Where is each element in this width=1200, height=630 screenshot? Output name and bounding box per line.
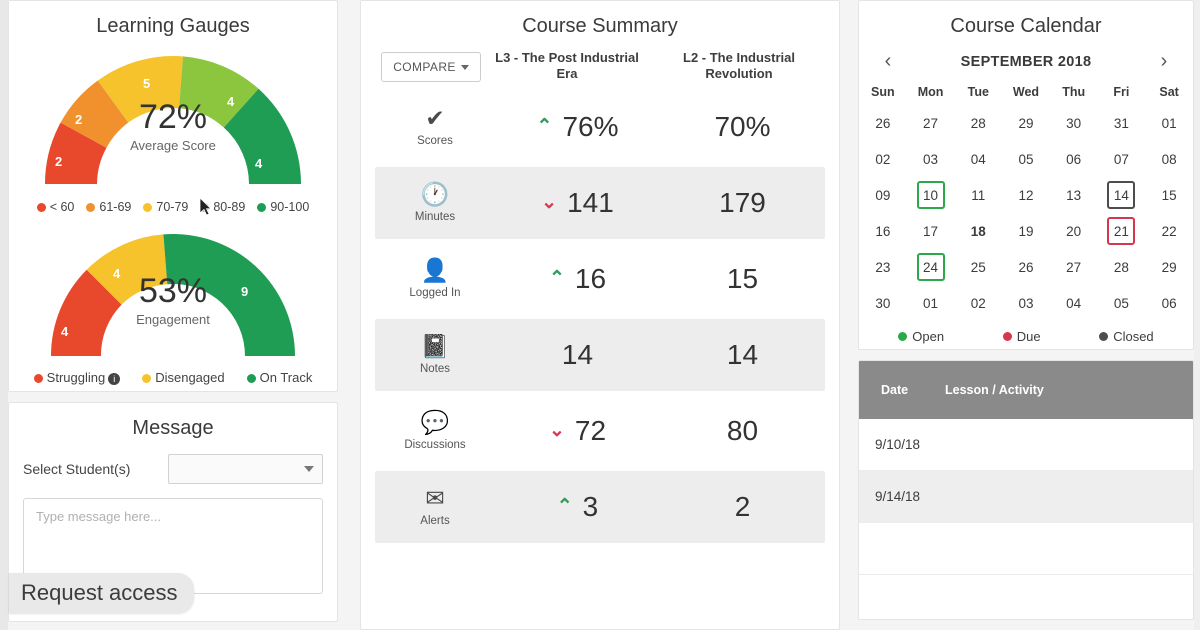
score-legend-item-0 bbox=[37, 200, 75, 214]
calendar-day[interactable] bbox=[954, 249, 1002, 285]
calendar-day-label: 05 bbox=[1018, 152, 1034, 167]
calendar-day-label: 06 bbox=[1161, 296, 1177, 311]
calendar-day-label: 03 bbox=[1018, 296, 1034, 311]
learning-gauges-title: Learning Gauges bbox=[96, 15, 250, 37]
calendar-day-label: 29 bbox=[1161, 260, 1177, 275]
legend-dot-icon bbox=[86, 203, 95, 212]
calendar-day-label: 07 bbox=[1113, 152, 1129, 167]
calendar-day[interactable] bbox=[859, 249, 907, 285]
calendar-month-label: SEPTEMBER 2018 bbox=[960, 53, 1092, 70]
course-calendar-title: Course Calendar bbox=[950, 15, 1102, 37]
clock-icon: 🕐 bbox=[420, 180, 450, 207]
calendar-day-label: 11 bbox=[971, 188, 986, 203]
calendar-day-label: 28 bbox=[1113, 260, 1129, 275]
chevron-down-icon bbox=[304, 466, 314, 472]
summary-row-label-0: Scores bbox=[417, 134, 453, 147]
summary-value-cell-1-2 bbox=[660, 187, 825, 219]
summary-value-cell-0-1 bbox=[495, 111, 660, 143]
weekday-sun: Sun bbox=[871, 85, 895, 99]
calendar-day[interactable] bbox=[954, 177, 1002, 213]
calendar-day-open[interactable] bbox=[907, 249, 955, 285]
calendar-day-label: 05 bbox=[1113, 296, 1129, 311]
calendar-day[interactable] bbox=[1145, 105, 1193, 141]
calendar-day[interactable] bbox=[1098, 249, 1146, 285]
summary-value-2-1: 16 bbox=[574, 262, 607, 294]
table-row[interactable] bbox=[859, 419, 1193, 471]
summary-value-cell-5-1 bbox=[495, 491, 660, 523]
compare-button[interactable] bbox=[381, 52, 481, 82]
calendar-week-row bbox=[859, 249, 1193, 285]
calendar-day[interactable] bbox=[1098, 285, 1146, 321]
notes-icon-cell bbox=[375, 333, 495, 377]
calendar-day-label: 18 bbox=[970, 224, 986, 239]
calendar-day-label: 12 bbox=[1018, 188, 1034, 203]
calendar-day-label: 16 bbox=[875, 224, 891, 239]
score-segment-value-5: 4 bbox=[255, 156, 263, 171]
calendar-day-label: 25 bbox=[970, 260, 986, 275]
calendar-day[interactable] bbox=[1098, 141, 1146, 177]
summary-value-4-2: 80 bbox=[726, 414, 759, 446]
calendar-legend-item-due bbox=[1003, 329, 1041, 344]
schedule-row-date-1: 9/14/18 bbox=[875, 489, 921, 504]
calendar-day-label: 01 bbox=[923, 296, 939, 311]
calendar-day[interactable] bbox=[1050, 213, 1098, 249]
calendar-day[interactable] bbox=[1002, 177, 1050, 213]
weekday-mon: Mon bbox=[917, 85, 944, 99]
calendar-legend-label-closed: Closed bbox=[1113, 329, 1154, 344]
score-legend-label-2: 70-79 bbox=[156, 200, 189, 214]
calendar-legend-item-closed bbox=[1099, 329, 1153, 344]
score-segment-value-4: 4 bbox=[227, 94, 235, 109]
minutes-icon-cell bbox=[375, 181, 495, 225]
calendar-day[interactable] bbox=[1145, 249, 1193, 285]
score-segment-value-1: 2 bbox=[55, 154, 63, 169]
schedule-table-header bbox=[859, 361, 1193, 419]
score-legend-item-4 bbox=[257, 200, 309, 214]
engagement-center bbox=[23, 274, 323, 327]
summary-value-cell-1-1 bbox=[495, 187, 660, 219]
calendar-day-label: 28 bbox=[970, 116, 986, 131]
engagement-gauge bbox=[23, 224, 323, 364]
score-segment-value-2: 2 bbox=[75, 112, 83, 127]
calendar-prev-button[interactable]: ‹ bbox=[884, 50, 892, 72]
calendar-day-label: 17 bbox=[923, 224, 939, 239]
summary-row-notes[interactable] bbox=[375, 319, 825, 391]
message-placeholder: Type message here... bbox=[36, 509, 162, 524]
table-row[interactable] bbox=[859, 471, 1193, 523]
summary-value-cell-4-1 bbox=[495, 415, 660, 447]
calendar-day-label: 08 bbox=[1161, 152, 1177, 167]
calendar-day-label: 03 bbox=[923, 152, 939, 167]
engagement-legend bbox=[9, 364, 337, 395]
legend-dot-icon bbox=[898, 332, 907, 341]
person-icon: 👤 bbox=[420, 256, 450, 283]
engagement-segment-value-2: 4 bbox=[113, 266, 121, 281]
score-segment-value-3: 5 bbox=[143, 76, 151, 91]
calendar-day-label: 23 bbox=[875, 260, 891, 275]
calendar-day-label: 22 bbox=[1161, 224, 1177, 239]
calendar-day[interactable] bbox=[1098, 105, 1146, 141]
calendar-day[interactable] bbox=[1050, 141, 1098, 177]
request-access-button[interactable]: Request access bbox=[9, 573, 194, 613]
chevron-down-icon bbox=[461, 65, 469, 70]
left-edge-strip bbox=[0, 0, 8, 630]
summary-row-scores[interactable] bbox=[375, 91, 825, 163]
calendar-day-label: 29 bbox=[1018, 116, 1034, 131]
summary-row-label-1: Minutes bbox=[414, 210, 456, 223]
envelope-icon: ✉ bbox=[425, 484, 445, 511]
summary-value-2-2: 15 bbox=[726, 262, 759, 294]
calendar-day[interactable] bbox=[1002, 105, 1050, 141]
calendar-day[interactable] bbox=[954, 141, 1002, 177]
weekday-tue: Tue bbox=[967, 85, 989, 99]
calendar-week-row bbox=[859, 105, 1193, 141]
score-legend-label-3: 80-89 bbox=[213, 200, 246, 214]
legend-dot-icon bbox=[247, 374, 256, 383]
calendar-day-label: 14 bbox=[1107, 181, 1135, 209]
engagement-segment-value-3: 9 bbox=[241, 284, 249, 299]
logged-in-icon-cell bbox=[375, 257, 495, 301]
calendar-week-row bbox=[859, 213, 1193, 249]
legend-dot-icon bbox=[142, 374, 151, 383]
score-legend bbox=[9, 194, 337, 224]
summary-value-cell-4-2 bbox=[660, 415, 825, 447]
summary-value-cell-0-2 bbox=[660, 111, 825, 143]
course-calendar-card bbox=[858, 0, 1194, 350]
select-student-dropdown[interactable] bbox=[168, 454, 323, 484]
schedule-header-date: Date bbox=[881, 383, 909, 397]
summary-row-logged-in[interactable] bbox=[375, 243, 825, 315]
notebook-icon: 📓 bbox=[420, 332, 450, 359]
summary-value-1-2: 179 bbox=[719, 186, 766, 218]
weekday-thu: Thu bbox=[1062, 85, 1086, 99]
compare-button-label: COMPARE bbox=[393, 60, 456, 74]
score-legend-label-4: 90-100 bbox=[270, 200, 310, 214]
calendar-day-label: 02 bbox=[875, 152, 891, 167]
summary-row-label-4: Discussions bbox=[404, 438, 466, 451]
calendar-day[interactable] bbox=[907, 141, 955, 177]
table-row[interactable] bbox=[859, 523, 1193, 575]
calendar-day-label: 24 bbox=[917, 253, 945, 281]
calendar-day[interactable] bbox=[1145, 213, 1193, 249]
calendar-day[interactable] bbox=[1050, 105, 1098, 141]
weekday-wed: Wed bbox=[1012, 85, 1040, 99]
summary-row-minutes[interactable] bbox=[375, 167, 825, 239]
calendar-day-label: 10 bbox=[917, 181, 945, 209]
discussions-icon-cell bbox=[375, 409, 495, 453]
summary-row-label-3: Notes bbox=[419, 362, 451, 375]
calendar-day[interactable] bbox=[859, 105, 907, 141]
calendar-day-label: 04 bbox=[1066, 296, 1082, 311]
summary-value-5-1: 3 bbox=[582, 490, 599, 522]
calendar-legend bbox=[859, 321, 1193, 354]
calendar-legend-label-due: Due bbox=[1016, 329, 1041, 344]
course-column-header-2: L2 - The Industrial Revolution bbox=[683, 50, 795, 82]
calendar-day-label: 13 bbox=[1066, 188, 1082, 203]
legend-dot-icon bbox=[257, 203, 266, 212]
calendar-week-row bbox=[859, 141, 1193, 177]
calendar-day-label: 31 bbox=[1113, 116, 1129, 131]
average-score-percent: 72% bbox=[138, 98, 208, 136]
calendar-day-label: 30 bbox=[1066, 116, 1082, 131]
calendar-day-label: 30 bbox=[875, 296, 891, 311]
trend-up-icon: ⌃ bbox=[548, 268, 565, 289]
schedule-table-card bbox=[858, 360, 1194, 620]
calendar-day-label: 26 bbox=[1018, 260, 1034, 275]
calendar-legend-label-open: Open bbox=[912, 329, 945, 344]
engagement-percent: 53% bbox=[138, 272, 208, 310]
score-legend-label-1: 61-69 bbox=[99, 200, 132, 214]
legend-dot-icon bbox=[37, 203, 46, 212]
schedule-row-date-0: 9/10/18 bbox=[875, 437, 921, 452]
select-student-row bbox=[9, 454, 337, 484]
calendar-day-label: 27 bbox=[1066, 260, 1082, 275]
calendar-next-button[interactable]: › bbox=[1160, 50, 1168, 72]
course-summary-header bbox=[375, 48, 825, 91]
calendar-day[interactable] bbox=[1050, 249, 1098, 285]
summary-value-0-2: 70% bbox=[714, 110, 771, 142]
trend-up-icon: ⌃ bbox=[556, 496, 573, 517]
engagement-legend-label-0: Struggling bbox=[46, 370, 106, 385]
right-edge-strip bbox=[1194, 0, 1200, 630]
summary-value-5-2: 2 bbox=[734, 490, 751, 522]
calendar-day-label: 09 bbox=[875, 188, 891, 203]
legend-dot-icon bbox=[143, 203, 152, 212]
legend-dot-icon bbox=[1099, 332, 1108, 341]
engagement-legend-item-2 bbox=[247, 370, 313, 385]
calendar-day-label: 21 bbox=[1107, 217, 1135, 245]
calendar-weekday-row bbox=[859, 79, 1193, 105]
calendar-day[interactable] bbox=[859, 285, 907, 321]
summary-row-label-5: Alerts bbox=[420, 514, 450, 527]
weekday-sat: Sat bbox=[1159, 85, 1179, 99]
calendar-day[interactable] bbox=[859, 213, 907, 249]
summary-value-3-1: 14 bbox=[561, 338, 594, 370]
engagement-legend-label-2: On Track bbox=[259, 370, 313, 385]
calendar-week-row bbox=[859, 285, 1193, 321]
check-circle-icon: ✔ bbox=[425, 104, 445, 131]
average-score-sublabel: Average Score bbox=[130, 138, 216, 153]
calendar-day-label: 27 bbox=[923, 116, 939, 131]
alerts-icon-cell bbox=[375, 485, 495, 529]
right-column bbox=[858, 0, 1194, 630]
trend-up-icon: ⌃ bbox=[536, 116, 553, 137]
calendar-day-label: 19 bbox=[1018, 224, 1034, 239]
summary-value-3-2: 14 bbox=[726, 338, 759, 370]
calendar-day-label: 02 bbox=[970, 296, 986, 311]
calendar-legend-item-open bbox=[898, 329, 944, 344]
summary-row-alerts[interactable] bbox=[375, 471, 825, 543]
course-summary-title: Course Summary bbox=[522, 15, 678, 37]
calendar-day-today[interactable] bbox=[954, 213, 1002, 249]
schedule-header-lesson: Lesson / Activity bbox=[945, 383, 1044, 397]
calendar-day[interactable] bbox=[1145, 285, 1193, 321]
legend-dot-icon bbox=[1003, 332, 1012, 341]
mouse-cursor-icon bbox=[200, 198, 214, 216]
average-score-gauge bbox=[23, 44, 323, 194]
summary-value-cell-5-2 bbox=[660, 491, 825, 523]
engagement-legend-item-0 bbox=[34, 370, 121, 385]
learning-gauges-card bbox=[8, 0, 338, 392]
trend-down-icon: ⌄ bbox=[548, 420, 565, 441]
calendar-week-row bbox=[859, 177, 1193, 213]
calendar-day-label: 15 bbox=[1161, 188, 1177, 203]
calendar-day[interactable] bbox=[954, 285, 1002, 321]
calendar-day[interactable] bbox=[1050, 285, 1098, 321]
calendar-day[interactable] bbox=[859, 177, 907, 213]
left-column bbox=[8, 0, 338, 630]
calendar-day-closed[interactable] bbox=[1098, 177, 1146, 213]
summary-row-discussions[interactable] bbox=[375, 395, 825, 467]
calendar-day-label: 06 bbox=[1066, 152, 1082, 167]
calendar-grid bbox=[859, 79, 1193, 321]
engagement-segment-value-1: 4 bbox=[61, 324, 69, 339]
calendar-header bbox=[859, 44, 1193, 77]
calendar-day-label: 20 bbox=[1066, 224, 1082, 239]
calendar-day[interactable] bbox=[1002, 249, 1050, 285]
message-title: Message bbox=[132, 417, 214, 439]
score-legend-item-2 bbox=[143, 200, 188, 214]
summary-value-0-1: 76% bbox=[562, 110, 619, 142]
score-legend-label-0: < 60 bbox=[49, 200, 75, 214]
engagement-legend-item-1 bbox=[142, 370, 224, 385]
summary-value-4-1: 72 bbox=[574, 414, 607, 446]
weekday-fri: Fri bbox=[1113, 85, 1130, 99]
summary-value-cell-2-2 bbox=[660, 263, 825, 295]
calendar-day[interactable] bbox=[907, 285, 955, 321]
engagement-legend-label-1: Disengaged bbox=[155, 370, 225, 385]
speech-bubbles-icon: 💬 bbox=[420, 408, 450, 435]
calendar-day[interactable] bbox=[1002, 285, 1050, 321]
calendar-day[interactable] bbox=[1002, 213, 1050, 249]
summary-value-cell-2-1 bbox=[495, 263, 660, 295]
select-student-label: Select Student(s) bbox=[23, 461, 131, 477]
calendar-day[interactable] bbox=[1050, 177, 1098, 213]
calendar-day[interactable] bbox=[907, 213, 955, 249]
engagement-sublabel: Engagement bbox=[136, 312, 210, 327]
calendar-day-due[interactable] bbox=[1098, 213, 1146, 249]
summary-row-label-2: Logged In bbox=[409, 286, 461, 299]
calendar-day[interactable] bbox=[1145, 177, 1193, 213]
scores-icon-cell bbox=[375, 105, 495, 149]
calendar-day-open[interactable] bbox=[907, 177, 955, 213]
summary-value-1-1: 141 bbox=[567, 186, 614, 218]
summary-value-cell-3-2 bbox=[660, 339, 825, 371]
calendar-day[interactable] bbox=[859, 141, 907, 177]
calendar-day-label: 04 bbox=[970, 152, 986, 167]
calendar-day[interactable] bbox=[954, 105, 1002, 141]
trend-down-icon: ⌄ bbox=[541, 192, 558, 213]
calendar-day[interactable] bbox=[1002, 141, 1050, 177]
score-legend-item-1 bbox=[86, 200, 131, 214]
legend-dot-icon bbox=[34, 374, 43, 383]
calendar-day[interactable] bbox=[1145, 141, 1193, 177]
calendar-day[interactable] bbox=[907, 105, 955, 141]
course-summary-card bbox=[360, 0, 840, 630]
calendar-day-label: 01 bbox=[1161, 116, 1177, 131]
message-card bbox=[8, 402, 338, 622]
summary-value-cell-3-1 bbox=[495, 339, 660, 371]
average-score-center bbox=[23, 100, 323, 153]
course-column-header-1: L3 - The Post Industrial Era bbox=[495, 50, 639, 82]
calendar-day-label: 26 bbox=[875, 116, 891, 131]
info-icon[interactable]: i bbox=[108, 373, 120, 385]
